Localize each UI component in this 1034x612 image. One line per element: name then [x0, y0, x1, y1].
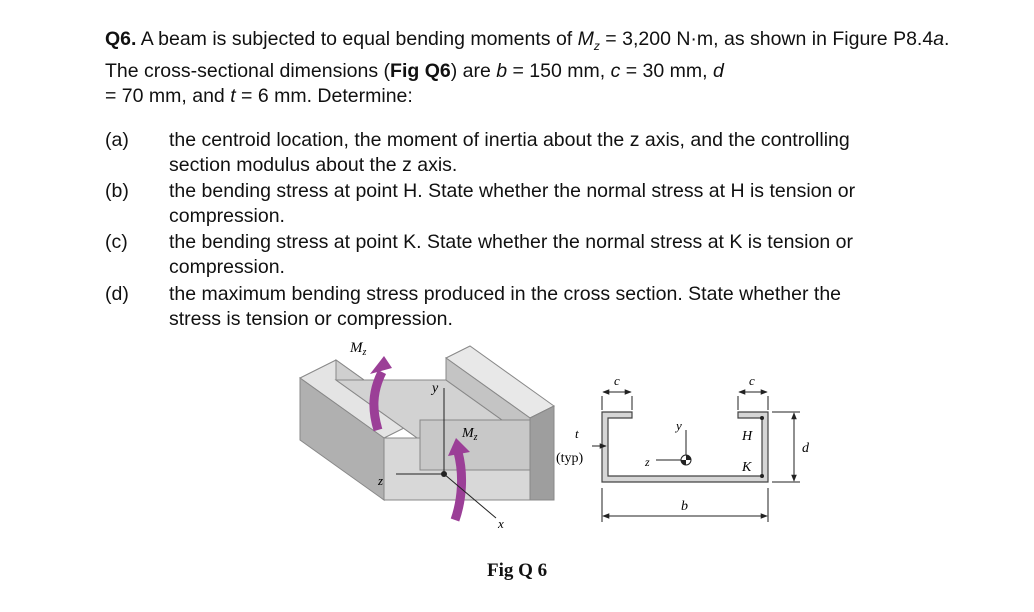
dim-c-left-label: c	[614, 373, 620, 388]
d-symbol: d	[712, 59, 724, 82]
axis-y-label: y	[432, 381, 439, 396]
mz-label-top: $M_z$	[350, 340, 367, 358]
part-d-line2: stress is tension or compression.	[169, 308, 453, 330]
part-a-line1: the centroid location, the moment of inertia about the z axis, and the controlling	[169, 129, 850, 151]
dim-d-label: d	[802, 441, 809, 456]
t-symbol: t	[230, 84, 236, 107]
part-b-line2: compression.	[169, 205, 285, 227]
mz-label-mid: $M_z$	[462, 426, 478, 443]
intro-text-5: = 150 mm,	[507, 59, 611, 82]
part-a-line2: section modulus about the z axis.	[169, 154, 458, 176]
c-symbol: c	[610, 59, 621, 82]
part-a-label: (a)	[105, 129, 129, 151]
point-h-marker	[760, 416, 764, 420]
intro-text-2: = 3,200 N·m, as shown in Figure P8.4	[599, 28, 934, 50]
intro-text-6: = 30 mm,	[620, 59, 713, 82]
channel-beam-3d	[300, 346, 554, 500]
point-h-label: H	[742, 429, 753, 444]
part-d-line1: the maximum bending stress produced in the cross section. State whether the	[169, 283, 842, 305]
point-k-label: K	[742, 460, 752, 475]
figure-caption: Fig Q 6	[487, 560, 548, 581]
part-d-label: (d)	[105, 283, 129, 305]
part-b-label: (b)	[105, 180, 129, 202]
point-k-marker	[760, 474, 764, 478]
part-c-label: (c)	[105, 231, 128, 253]
part-c-line2: compression.	[169, 256, 285, 278]
mz-symbol: M	[577, 28, 594, 50]
mz-subscript: z	[593, 38, 600, 53]
axis-x-label: x	[498, 516, 504, 531]
intro-text-7: = 70 mm, and	[105, 84, 231, 107]
intro-text-4: ) are	[450, 59, 497, 82]
intro-text-3: . The cross-sectional dimensions (	[105, 28, 950, 82]
section-z-label: z	[645, 455, 650, 469]
intro-text-8: = 6 mm. Determine:	[235, 84, 413, 107]
figure-a-letter: a	[933, 28, 945, 50]
section-y-label: y	[676, 418, 682, 433]
part-b-line1: the bending stress at point H. State whether the normal stress at H is tension or	[169, 180, 856, 202]
part-c-line1: the bending stress at point K. State whether the normal stress at K is tension or	[169, 231, 853, 253]
dim-t-label: t	[575, 426, 579, 441]
dim-b-label: b	[681, 499, 688, 514]
intro-text-1: A beam is subjected to equal bending moments of	[136, 28, 578, 50]
origin-point	[441, 471, 447, 477]
figure-reference: Fig Q6	[390, 59, 451, 82]
dim-c-right-label: c	[749, 373, 755, 388]
axis-z-label: z	[378, 473, 384, 488]
typ-label: (typ)	[556, 451, 584, 466]
b-symbol: b	[496, 59, 508, 82]
question-number: Q6.	[105, 28, 137, 50]
